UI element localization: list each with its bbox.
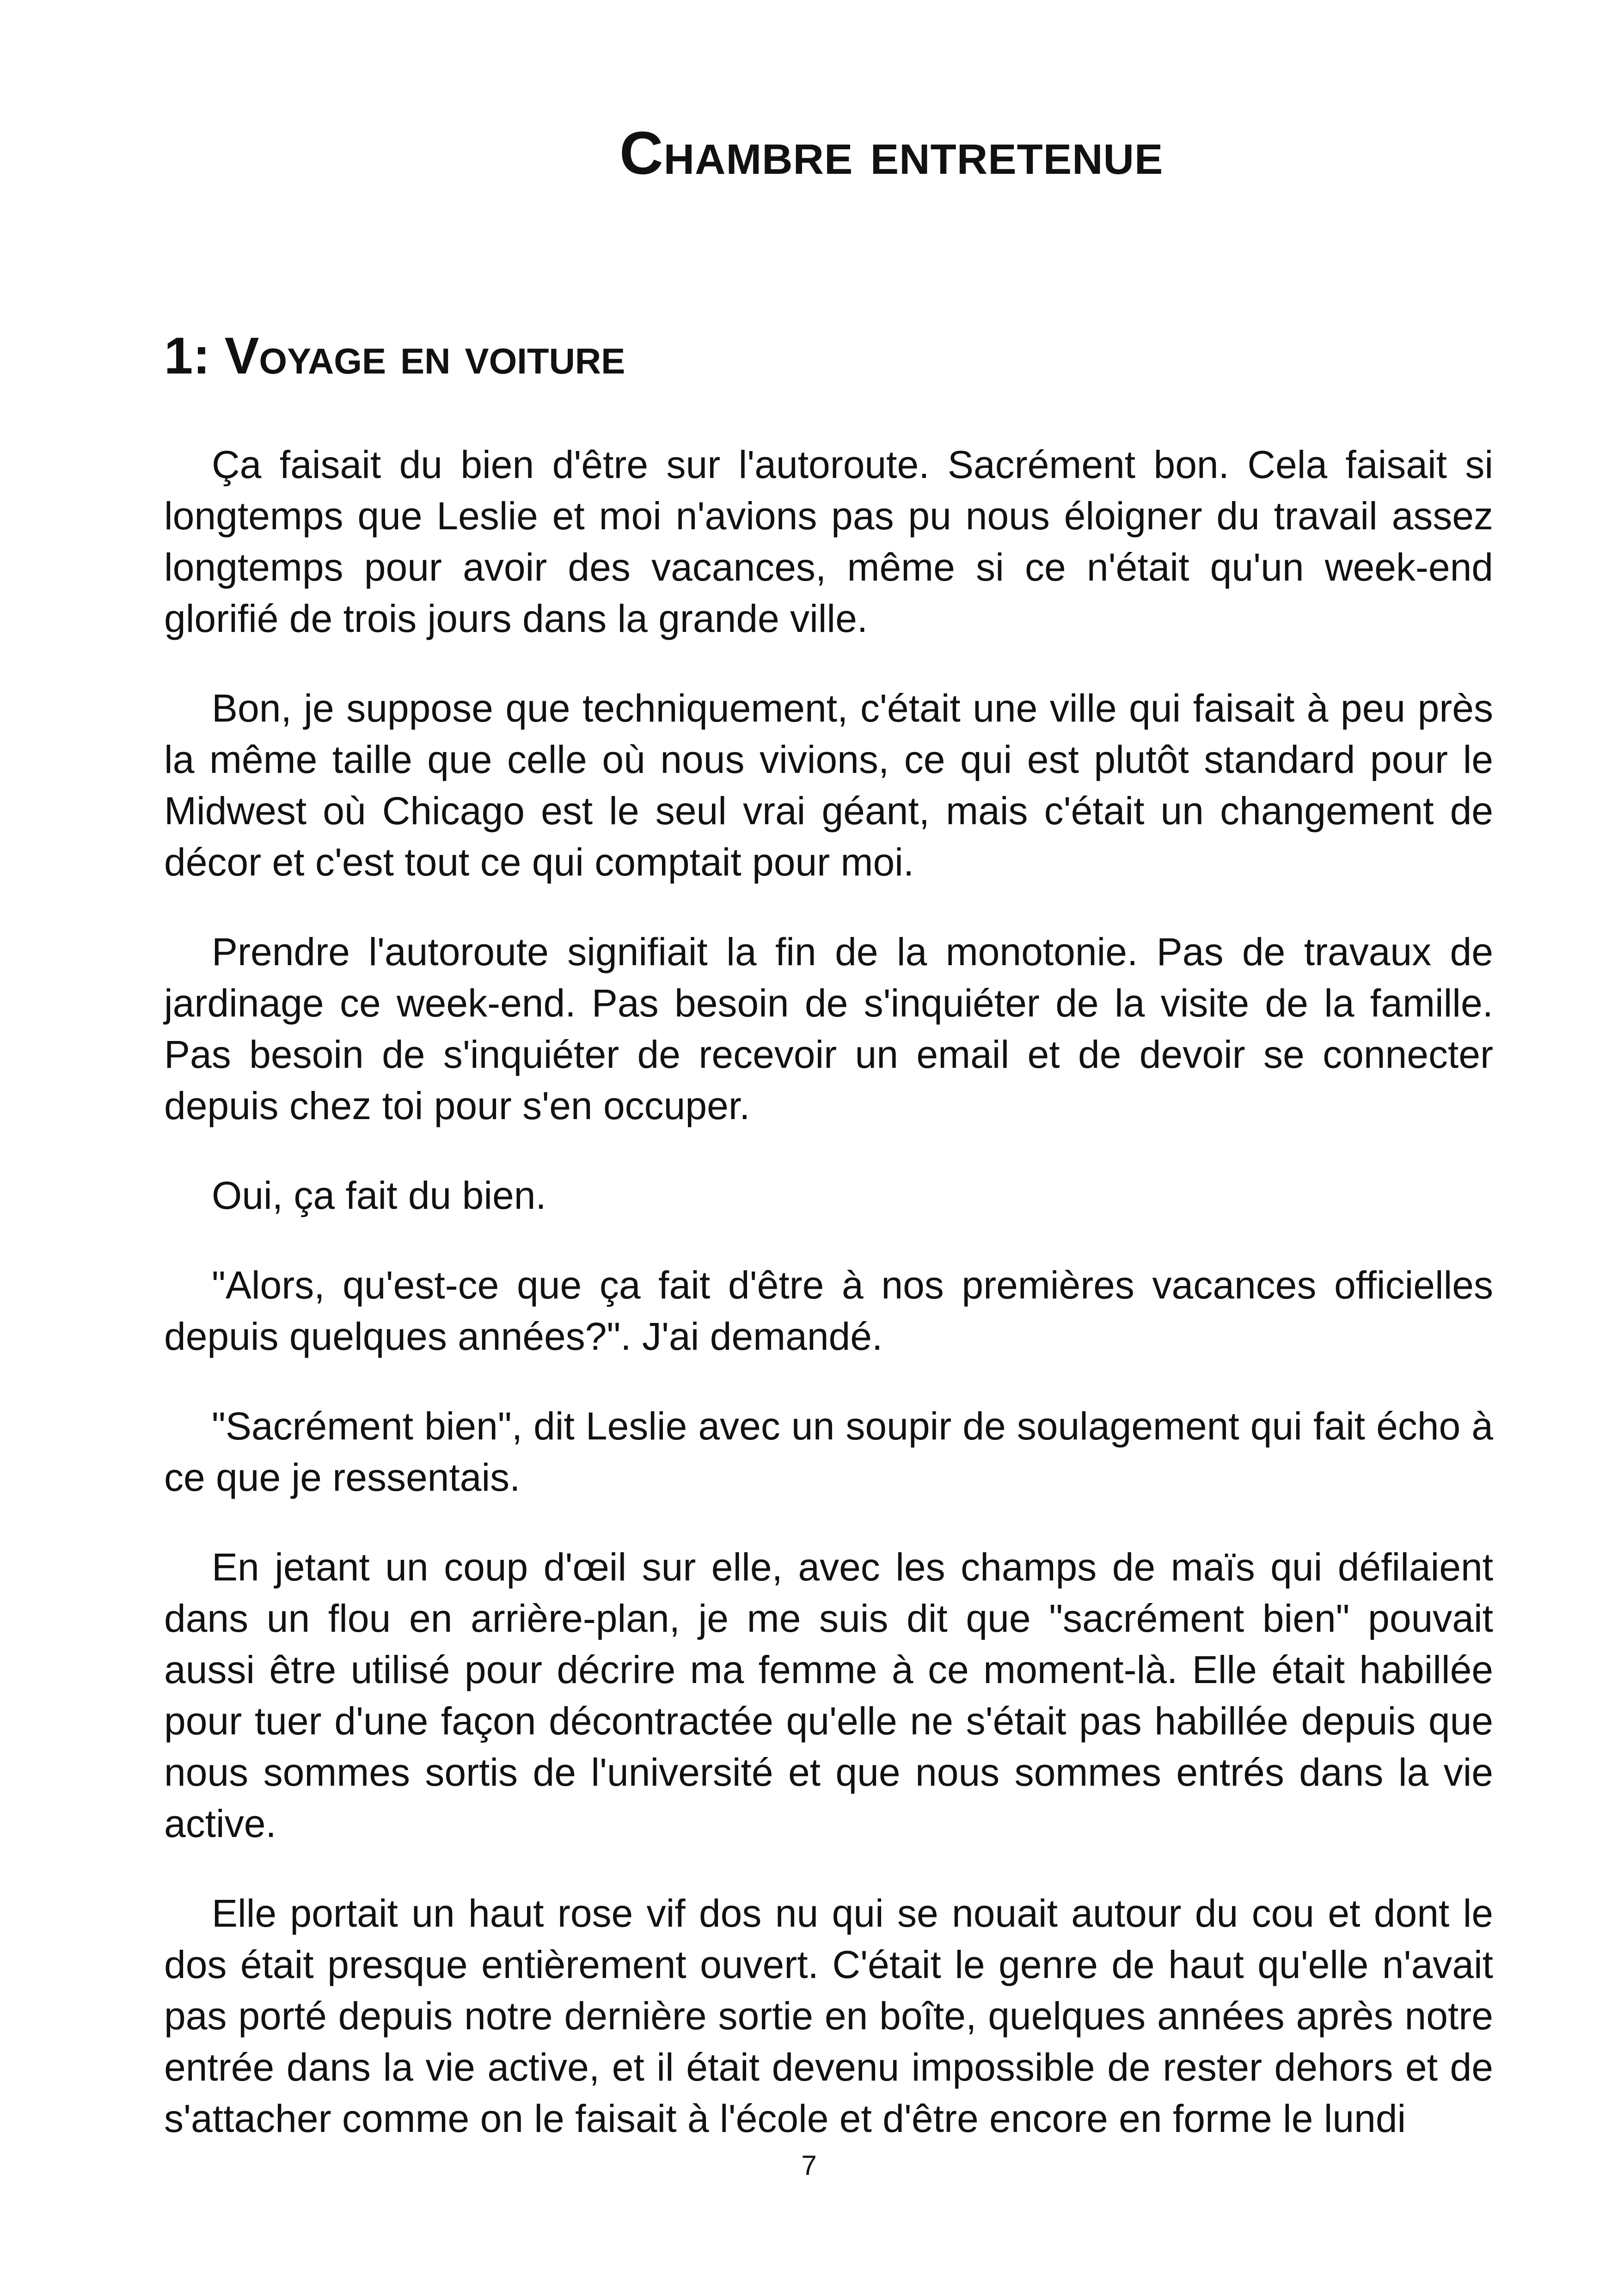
paragraph: Bon, je suppose que techniquement, c'était une ville qui faisait à peu près la même taille que celle où nous vivions, ce qui est plutôt standard pour le Midwest où Chicago est le seul vrai géant, mais c'était un changement de décor et c'est tout ce qui comptait pour moi.	[164, 686, 1493, 884]
chapter-heading: 1: Voyage en voiture	[164, 327, 625, 385]
paragraph: Prendre l'autoroute signifiait la fin de la monotonie. Pas de travaux de jardinage ce week-end. Pas besoin de s'inquiéter de la visite de la famille. Pas besoin de s'inquiéter de recevoir un email et de devoir se connecter depuis chez toi pour s'en occuper.	[164, 930, 1493, 1127]
paragraph: "Alors, qu'est-ce que ça fait d'être à nos premières vacances officielles depuis quelques années?". J'ai demandé.	[164, 1263, 1493, 1358]
paragraph: Ça faisait du bien d'être sur l'autoroute. Sacrément bon. Cela faisait si longtemps que Leslie et moi n'avions pas pu nous éloigner du travail assez longtemps pour avoir des vacances, même si ce n'était qu'un week-end glorifié de trois jours dans la grande ville.	[164, 443, 1493, 640]
paragraph: Oui, ça fait du bien.	[212, 1174, 546, 1217]
paragraph: En jetant un coup d'œil sur elle, avec les champs de maïs qui défilaient dans un flou en arrière-plan, je me suis dit que "sacrément bien" pouvait aussi être utilisé pour décrire ma femme à ce moment-là. Elle était habillée pour tuer d'une façon décontractée qu'elle ne s'était pas habillée depuis que nous sommes sortis de l'université et que nous sommes entrés dans la vie active.	[164, 1545, 1493, 1845]
paragraph: "Sacrément bien", dit Leslie avec un soupir de soulagement qui fait écho à ce que je ressentais.	[164, 1404, 1493, 1499]
page-number: 7	[801, 2150, 817, 2181]
paragraph: Elle portait un haut rose vif dos nu qui se nouait autour du cou et dont le dos était presque entièrement ouvert. C'était le genre de haut qu'elle n'avait pas porté depuis notre dernière sortie en boîte, quelques années après notre entrée dans la vie active, et il était devenu impossible de rester dehors et de s'attacher comme on le faisait à l'école et d'être encore en forme le lundi	[164, 1892, 1493, 2140]
book-title: Chambre entretenue	[619, 119, 1164, 187]
body-text	[164, 439, 1493, 2144]
